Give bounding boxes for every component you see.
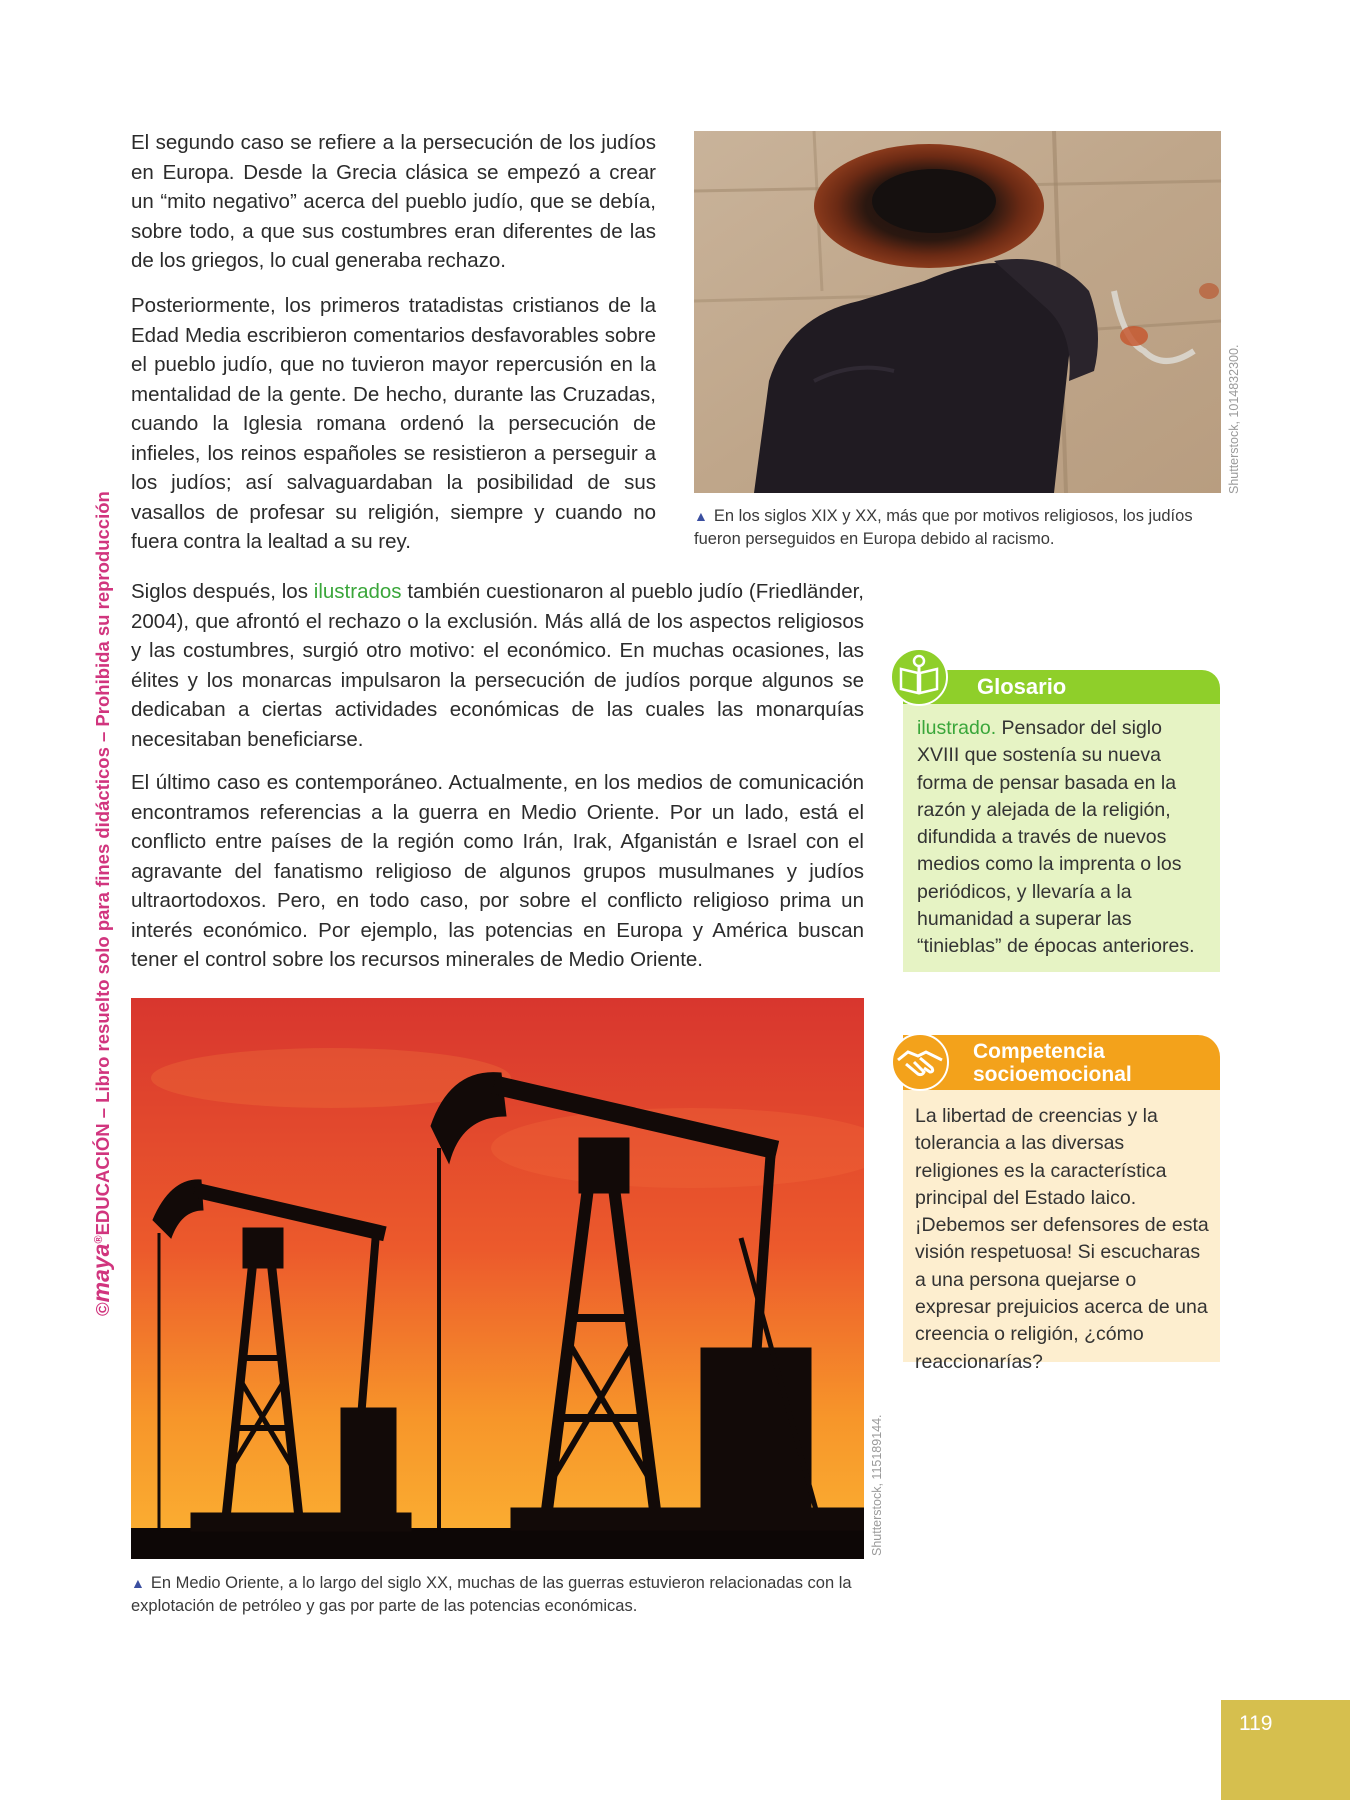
photo-credit-wall: Shutterstock, 1014832300. [1227,344,1241,494]
caption-oil [131,1572,866,1618]
copyright-symbol: © [92,1302,113,1316]
caption-wall [694,505,1224,551]
competence-title-line-2: socioemocional [973,1063,1132,1086]
competence-text: La libertad de creencias y la tolerancia a las diversas religiones es la característica principal del Estado laico. ¡Debemos ser defensores de esta visión respetuosa! Si escucharas a una persona quejarse o expresar prejuicios acerca de una creencia o religión, ¿cómo reaccionarías? [915,1105,1209,1373]
glossary-definition [917,715,1207,961]
glossary-title: Glosario [977,674,1067,699]
glossary-header [903,670,1220,704]
caption-triangle-icon: ▲ [694,508,708,524]
book-info-icon [889,647,949,707]
glossary-definition-text: Pensador del siglo XVIII que sostenía su nueva forma de pensar basada en la razón y alejada de la religión, difundida a través de nuevos medios como la imprenta o los periódicos, y llevaría a la humanidad a superar las “tinieblas” de épocas anteriores. [917,717,1195,958]
photo-credit-oil: Shutterstock, 115189144. [870,1414,884,1556]
caption-oil-text: En Medio Oriente, a lo largo del siglo XX, muchas de las guerras estuvieron relacionadas con la explotación de petróleo y gas por parte de las potencias económicas. [131,1574,852,1615]
copyright-side-mark [88,491,115,1316]
competence-title-line-1: Competencia [973,1040,1105,1063]
glossary-term: ilustrado. [917,717,997,739]
side-mark-text: EDUCACIÓN – Libro resuelto solo para fines didácticos – Prohibida su reproducción [92,491,113,1236]
paragraph-3 [131,577,864,754]
registered-symbol: ® [92,1235,105,1244]
paragraph-4: El último caso es contemporáneo. Actualmente, en los medios de comunicación encontramos referencias a la guerra en Medio Oriente. Por un lado, está el conflicto entre países de la región como Irán, Irak, Afganistán e Israel con el agravante del fanatismo religioso de algunos grupos musulmanes y judíos ultraortodoxos. Pero, en todo caso, por sobre el conflicto religioso prima un interés económico. Por ejemplo, las potencias en Europa y América buscan tener el control sobre los recursos minerales de Medio Oriente. [131,771,864,971]
glossary-box [893,669,1220,972]
glossary-term-link[interactable]: ilustrados [313,580,402,603]
paragraph-3-start: Siglos después, los [131,580,314,603]
photo-wailing-wall [694,131,1221,493]
page-number-box [1221,1700,1350,1800]
paragraph-2: Posteriormente, los primeros tratadistas cristianos de la Edad Media escribieron comentarios desfavorables sobre el pueblo judío, que no tuvieron mayor repercusión en la mentalidad de la gente. De hecho, durante las Cruzadas, cuando la Iglesia romana ordenó la persecución de infieles, los reinos españoles se resistieron a perseguir a los judíos; así salvaguardaban la posibilidad de sus vasallos de profesar su religión, siempre y cuando no fuera contra la lealtad a su rey. [131,294,656,553]
page-number: 119 [1239,1712,1273,1735]
paragraph-3-end: también cuestionaron al pueblo judío (Friedländer, 2004), que afrontó el rechazo o la exclusión. Más allá de los aspectos religiosos y las costumbres, surgió otro motivo: el económico. En muchas ocasiones, las élites y los monarcas impulsaron la persecución de judíos porque algunos se dedicaban a ciertas actividades económicas de las cuales las monarquías necesitaban beneficiarse. [131,580,865,751]
paragraph-1: El segundo caso se refiere a la persecución de los judíos en Europa. Desde la Grecia clásica se empezó a crear un “mito negativo” acerca del pueblo judío, que se debía, sobre todo, a que sus costumbres eran diferentes de las de los griegos, lo cual generaba rechazo. [131,131,656,272]
competence-title [973,1040,1132,1086]
photo-oil-pumps [131,998,864,1559]
competence-header [903,1035,1220,1090]
handshake-icon [890,1032,950,1092]
socioemotional-competence-box [893,1034,1220,1373]
caption-wall-text: En los siglos XIX y XX, más que por motivos religiosos, los judíos fueron perseguidos en Europa debido al racismo. [694,507,1193,548]
caption-triangle-icon: ▲ [131,1575,145,1591]
brand-logo-text: maya [88,1243,114,1303]
